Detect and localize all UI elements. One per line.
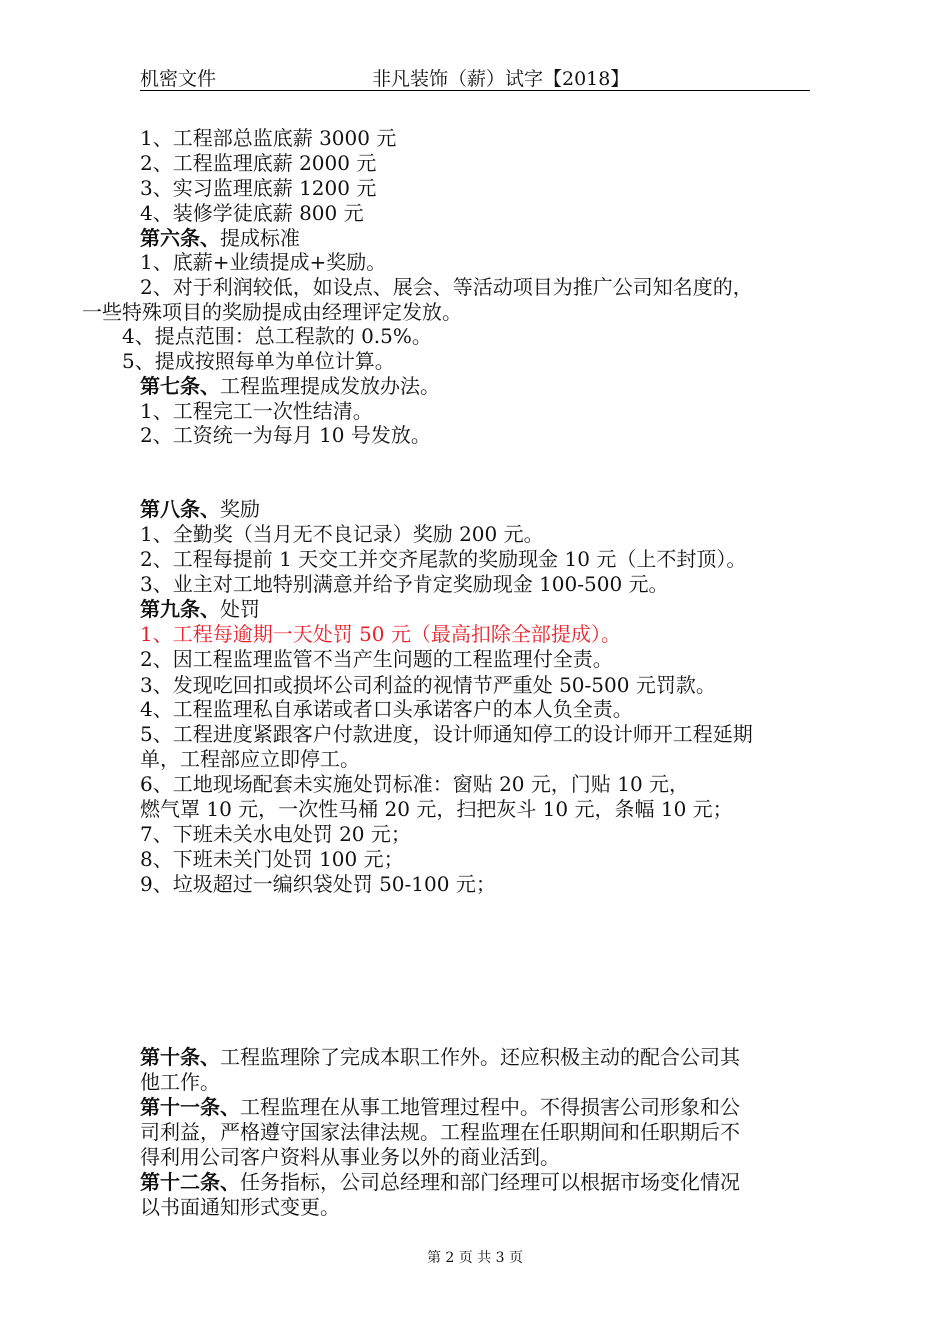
penalty-item-1: 1、工程每逾期一天处罚 50 元（最高扣除全部提成）。	[140, 622, 621, 646]
penalty-item-5: 5、工程进度紧跟客户付款进度，设计师通知停工的设计师开工程延期	[140, 722, 753, 746]
article-11-text: 工程监理在从事工地管理过程中。不得损害公司形象和公	[240, 1095, 740, 1119]
article-10-cont: 他工作。	[140, 1070, 220, 1094]
header-confidential-label: 机密文件	[140, 68, 217, 90]
article-12-cont: 以书面通知形式变更。	[140, 1195, 340, 1219]
article-10	[140, 1045, 740, 1069]
article-9-title: 处罚	[220, 597, 260, 621]
penalty-item-6-cont: 燃气罩 10 元，一次性马桶 20 元，扫把灰斗 10 元，条幅 10 元；	[140, 797, 733, 821]
article-11-heading: 第十一条、	[140, 1095, 240, 1119]
salary-item-2: 2、工程监理底薪 2000 元	[140, 151, 377, 175]
article-6-heading: 第六条、	[140, 226, 220, 250]
reward-item-2: 2、工程每提前 1 天交工并交齐尾款的奖励现金 10 元（上不封顶）。	[140, 547, 747, 571]
article-11-cont-1: 司利益，严格遵守国家法律法规。工程监理在任职期间和任职期后不	[140, 1120, 740, 1144]
reward-item-3: 3、业主对工地特别满意并给予肯定奖励现金 100-500 元。	[140, 572, 669, 596]
article-7-title: 工程监理提成发放办法。	[220, 374, 440, 398]
reward-item-1: 1、全勤奖（当月无不良记录）奖励 200 元。	[140, 522, 544, 546]
salary-item-1: 1、工程部总监底薪 3000 元	[140, 126, 397, 150]
article-10-text: 工程监理除了完成本职工作外。还应积极主动的配合公司其	[220, 1045, 740, 1069]
article-10-heading: 第十条、	[140, 1045, 220, 1069]
article-8	[140, 497, 260, 521]
article-8-heading: 第八条、	[140, 497, 220, 521]
commission-item-2-cont: 一些特殊项目的奖励提成由经理评定发放。	[82, 300, 462, 324]
article-7	[140, 374, 440, 398]
article-12-heading: 第十二条、	[140, 1170, 240, 1194]
article-9	[140, 597, 260, 621]
article-12-text: 任务指标，公司总经理和部门经理可以根据市场变化情况	[240, 1170, 740, 1194]
salary-item-3: 3、实习监理底薪 1200 元	[140, 176, 377, 200]
article-8-title: 奖励	[220, 497, 260, 521]
penalty-item-9: 9、垃圾超过一编织袋处罚 50-100 元；	[140, 872, 496, 896]
penalty-item-4: 4、工程监理私自承诺或者口头承诺客户的本人负全责。	[140, 697, 633, 721]
salary-item-4: 4、装修学徒底薪 800 元	[140, 201, 364, 225]
article-6-title: 提成标准	[220, 226, 300, 250]
penalty-item-7: 7、下班未关水电处罚 20 元；	[140, 822, 411, 846]
penalty-item-8: 8、下班未关门处罚 100 元；	[140, 847, 404, 871]
payout-item-2: 2、工资统一为每月 10 号发放。	[140, 423, 431, 447]
commission-item-2: 2、对于利润较低，如设点、展会、等活动项目为推广公司知名度的，	[140, 275, 753, 299]
commission-item-5: 5、提成按照每单为单位计算。	[122, 349, 395, 373]
header-divider	[140, 90, 810, 91]
penalty-item-5-cont: 单，工程部应立即停工。	[140, 747, 360, 771]
article-11	[140, 1095, 740, 1119]
article-12	[140, 1170, 740, 1194]
commission-item-4: 4、提点范围：总工程款的 0.5%。	[122, 324, 432, 348]
commission-item-1: 1、底薪+业绩提成+奖励。	[140, 250, 387, 274]
penalty-item-2: 2、因工程监理监管不当产生问题的工程监理付全责。	[140, 647, 613, 671]
article-9-heading: 第九条、	[140, 597, 220, 621]
article-7-heading: 第七条、	[140, 374, 220, 398]
payout-item-1: 1、工程完工一次性结清。	[140, 399, 373, 423]
penalty-item-3: 3、发现吃回扣或损坏公司利益的视情节严重处 50-500 元罚款。	[140, 673, 716, 697]
header-document-code: 非凡装饰（薪）试字【2018】	[372, 68, 630, 90]
page-number: 第 2 页 共 3 页	[426, 1250, 524, 1266]
article-6	[140, 226, 300, 250]
article-11-cont-2: 得利用公司客户资料从事业务以外的商业活到。	[140, 1145, 560, 1169]
penalty-item-6: 6、工地现场配套未实施处罚标准：窗贴 20 元，门贴 10 元，	[140, 772, 690, 796]
